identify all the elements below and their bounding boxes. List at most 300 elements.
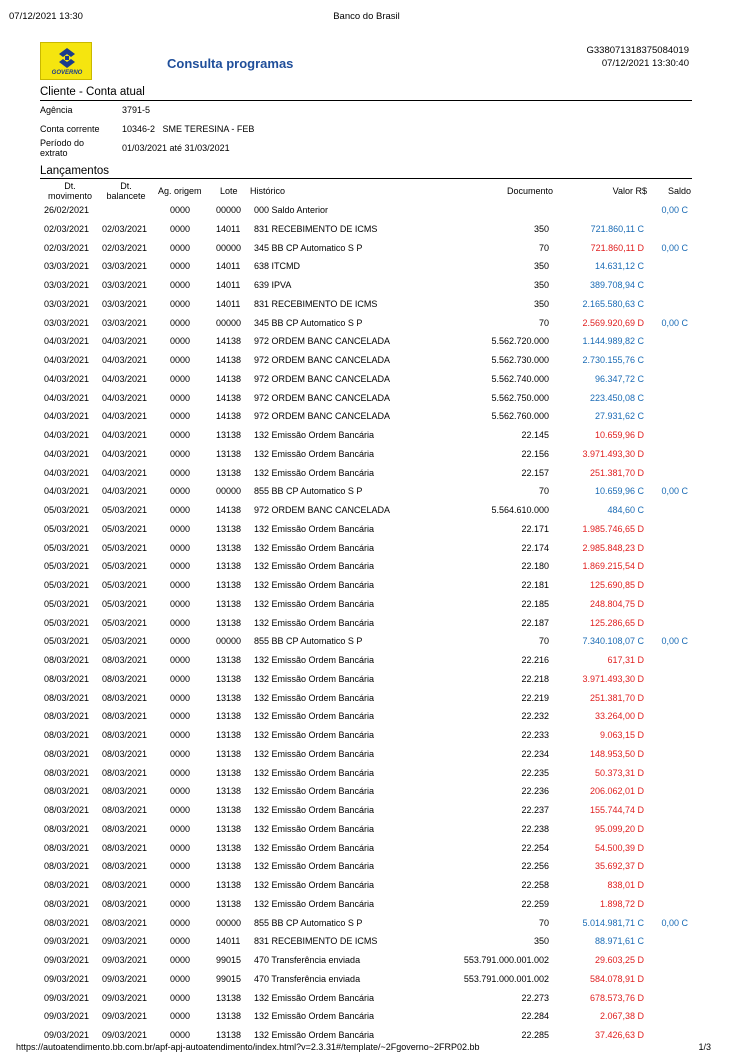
cell-ag-origem: 0000 (170, 242, 191, 253)
cell-ag-origem: 0000 (170, 280, 191, 290)
col-header-dt-balancete-line1: Dt. (120, 181, 132, 191)
cell-lote: 13138 (216, 448, 242, 459)
cell-dt-balancete: 04/03/2021 (102, 467, 148, 478)
cell-dt-movimento: 05/03/2021 (44, 523, 90, 534)
table-row (0, 990, 733, 1009)
document-code: G338071318375084019 (586, 45, 689, 56)
cell-documento: 553.791.000.001.002 (463, 973, 549, 984)
cell-valor: 27.931,62 C (594, 411, 644, 422)
cell-historico: 132 Emissão Ordem Bancária (254, 805, 375, 815)
cell-lote: 13138 (216, 767, 242, 778)
cell-lote: 13138 (216, 430, 242, 440)
cell-lote: 13138 (216, 580, 242, 590)
cell-dt-balancete: 04/03/2021 (102, 355, 148, 365)
cell-documento: 553.791.000.001.002 (463, 955, 549, 965)
cell-historico: 132 Emissão Ordem Bancária (254, 1030, 375, 1040)
cell-documento: 22.236 (521, 786, 549, 797)
agencia-value: 3791-5 (122, 105, 151, 115)
cell-historico: 132 Emissão Ordem Bancária (254, 1011, 375, 1022)
cell-historico: 855 BB CP Automatico S P (254, 917, 363, 928)
cell-dt-balancete: 05/03/2021 (102, 542, 148, 553)
cell-dt-balancete: 08/03/2021 (102, 673, 148, 684)
cell-valor: 37.426,63 D (594, 1030, 644, 1040)
cell-dt-balancete: 09/03/2021 (102, 992, 148, 1003)
cell-dt-balancete: 08/03/2021 (102, 786, 148, 797)
cell-lote: 00000 (216, 917, 242, 928)
cell-valor: 7.340.108,07 C (582, 636, 644, 647)
cell-dt-balancete: 09/03/2021 (102, 936, 148, 947)
cell-lote: 14011 (216, 936, 241, 947)
cell-dt-balancete: 04/03/2021 (102, 392, 148, 403)
cell-lote: 14138 (216, 373, 242, 384)
periodo-value: 01/03/2021 até 31/03/2021 (122, 143, 230, 153)
table-row (0, 708, 733, 727)
table-row (0, 652, 733, 671)
cell-lote: 14138 (216, 392, 242, 403)
cell-dt-movimento: 08/03/2021 (44, 805, 90, 815)
cell-valor: 148.953,50 D (589, 748, 644, 759)
cell-lote: 14011 (216, 298, 241, 309)
cell-dt-balancete: 04/03/2021 (102, 411, 148, 422)
cell-lote: 13138 (216, 673, 242, 684)
cell-lote: 13138 (216, 861, 242, 872)
cell-historico: 972 ORDEM BANC CANCELADA (254, 355, 391, 365)
cell-dt-movimento: 04/03/2021 (44, 486, 90, 497)
cell-documento: 22.156 (521, 448, 549, 459)
cell-dt-balancete: 05/03/2021 (102, 636, 148, 647)
cell-historico: 470 Transferência enviada (254, 973, 361, 984)
cell-historico: 972 ORDEM BANC CANCELADA (254, 336, 391, 347)
cell-dt-movimento: 05/03/2021 (44, 598, 90, 609)
cell-lote: 00000 (216, 636, 242, 647)
cell-valor: 10.659,96 C (594, 486, 644, 497)
cell-historico: 972 ORDEM BANC CANCELADA (254, 505, 391, 515)
cell-valor: 50.373,31 D (594, 767, 644, 778)
cell-lote: 13138 (216, 617, 242, 628)
cell-ag-origem: 0000 (170, 955, 191, 965)
cell-historico: 132 Emissão Ordem Bancária (254, 673, 375, 684)
cell-ag-origem: 0000 (170, 561, 191, 572)
cell-documento: 22.237 (521, 805, 549, 815)
cell-historico: 132 Emissão Ordem Bancária (254, 430, 375, 440)
table-row (0, 615, 733, 634)
cell-dt-movimento: 04/03/2021 (44, 373, 90, 384)
cell-valor: 54.500,39 D (594, 842, 644, 853)
cell-historico: 972 ORDEM BANC CANCELADA (254, 392, 391, 403)
cell-ag-origem: 0000 (170, 767, 191, 778)
cell-dt-balancete: 04/03/2021 (102, 448, 148, 459)
cell-dt-movimento: 02/03/2021 (44, 223, 90, 234)
cell-valor: 2.985.848,23 D (582, 542, 644, 553)
section-divider (40, 100, 692, 101)
document-timestamp: 07/12/2021 13:30:40 (601, 58, 689, 69)
cell-lote: 13138 (216, 880, 242, 890)
conta-value: 10346-2 SME TERESINA - FEB (122, 124, 255, 134)
cell-dt-movimento: 09/03/2021 (44, 1011, 90, 1022)
cell-dt-balancete: 03/03/2021 (102, 317, 148, 328)
table-row (0, 540, 733, 559)
cell-lote: 13138 (216, 561, 242, 572)
cell-ag-origem: 0000 (170, 748, 191, 759)
table-row (0, 840, 733, 859)
cell-valor: 251.381,70 D (589, 467, 644, 478)
cell-dt-balancete: 05/03/2021 (102, 617, 148, 628)
cell-dt-movimento: 08/03/2021 (44, 767, 90, 778)
table-row (0, 858, 733, 877)
cell-dt-balancete: 08/03/2021 (102, 880, 148, 890)
cell-ag-origem: 0000 (170, 336, 191, 347)
cell-historico: 972 ORDEM BANC CANCELADA (254, 373, 391, 384)
cell-dt-balancete: 08/03/2021 (102, 917, 148, 928)
cell-lote: 13138 (216, 692, 242, 703)
cell-dt-balancete: 09/03/2021 (102, 1030, 148, 1040)
table-row (0, 427, 733, 446)
table-row (0, 727, 733, 746)
cell-documento: 70 (538, 486, 549, 497)
col-header-dt-movimento-line2: movimento (47, 191, 92, 201)
cell-dt-movimento: 05/03/2021 (44, 617, 90, 628)
cell-documento: 22.258 (521, 880, 549, 890)
cell-valor: 251.381,70 D (589, 692, 644, 703)
table-row (0, 633, 733, 652)
cell-dt-balancete: 08/03/2021 (102, 655, 148, 665)
cell-historico: 831 RECEBIMENTO DE ICMS (254, 298, 378, 309)
table-row (0, 465, 733, 484)
table-row (0, 315, 733, 334)
cell-ag-origem: 0000 (170, 542, 191, 553)
cell-dt-movimento: 05/03/2021 (44, 580, 90, 590)
cell-saldo: 0,00 C (661, 317, 688, 328)
cell-historico: 132 Emissão Ordem Bancária (254, 880, 375, 890)
cell-lote: 13138 (216, 467, 242, 478)
cell-lote: 14138 (216, 505, 242, 515)
cell-ag-origem: 0000 (170, 805, 191, 815)
table-row (0, 952, 733, 971)
cell-ag-origem: 0000 (170, 880, 191, 890)
cell-documento: 350 (533, 223, 549, 234)
cell-documento: 350 (533, 298, 549, 309)
page-number: 1/3 (698, 1042, 711, 1052)
lancamentos-table (0, 202, 733, 1046)
cell-ag-origem: 0000 (170, 898, 191, 909)
cell-historico: 132 Emissão Ordem Bancária (254, 467, 375, 478)
cell-dt-balancete: 08/03/2021 (102, 692, 148, 703)
cell-historico: 132 Emissão Ordem Bancária (254, 767, 375, 778)
table-row (0, 971, 733, 990)
cell-historico: 132 Emissão Ordem Bancária (254, 730, 375, 740)
page-title: Consulta programas (167, 56, 294, 71)
cell-dt-movimento: 08/03/2021 (44, 748, 90, 759)
cell-historico: 132 Emissão Ordem Bancária (254, 542, 375, 553)
cell-dt-movimento: 08/03/2021 (44, 673, 90, 684)
footer-url: https://autoatendimento.bb.com.br/apf-apj-autoatendimento/index.html?v=2.3.31#/template/~2Fgoverno~2FRP02.bb (16, 1042, 480, 1052)
periodo-label-line1: Período do (40, 138, 85, 148)
cell-documento: 5.562.760.000 (491, 411, 549, 422)
cell-lote: 13138 (216, 598, 242, 609)
cell-ag-origem: 0000 (170, 1011, 191, 1022)
cell-documento: 22.238 (521, 823, 549, 834)
cell-dt-movimento: 09/03/2021 (44, 955, 90, 965)
cell-ag-origem: 0000 (170, 917, 191, 928)
cell-saldo: 0,00 C (661, 486, 688, 497)
cell-valor: 2.067,38 D (599, 1011, 644, 1022)
cell-ag-origem: 0000 (170, 392, 191, 403)
cell-ag-origem: 0000 (170, 711, 191, 722)
cell-saldo: 0,00 C (661, 205, 688, 215)
cell-valor: 96.347,72 C (594, 373, 644, 384)
cell-dt-balancete: 08/03/2021 (102, 898, 148, 909)
cell-historico: 132 Emissão Ordem Bancária (254, 711, 375, 722)
cell-documento: 22.285 (521, 1030, 549, 1040)
bb-governo-logo (40, 42, 92, 80)
table-row (0, 333, 733, 352)
cell-documento: 70 (538, 317, 549, 328)
cell-dt-balancete: 08/03/2021 (102, 805, 148, 815)
cell-documento: 5.562.730.000 (491, 355, 549, 365)
table-row (0, 783, 733, 802)
cell-documento: 22.174 (521, 542, 549, 553)
cell-valor: 155.744,74 D (589, 805, 644, 815)
cell-lote: 00000 (216, 205, 242, 215)
cell-dt-balancete: 09/03/2021 (102, 1011, 148, 1022)
cell-documento: 70 (538, 242, 549, 253)
col-header-valor: Valor R$ (612, 186, 647, 196)
cell-historico: 345 BB CP Automatico S P (254, 242, 363, 253)
cell-dt-balancete: 08/03/2021 (102, 767, 148, 778)
cell-lote: 13138 (216, 805, 242, 815)
col-header-historico: Histórico (250, 186, 286, 196)
table-row (0, 821, 733, 840)
cell-documento: 22.256 (521, 861, 549, 872)
cell-dt-movimento: 09/03/2021 (44, 992, 90, 1003)
cell-valor: 2.165.580,63 C (582, 298, 644, 309)
cell-dt-movimento: 05/03/2021 (44, 505, 90, 515)
cell-documento: 22.157 (521, 467, 549, 478)
cell-dt-movimento: 08/03/2021 (44, 898, 90, 909)
cell-ag-origem: 0000 (170, 861, 191, 872)
table-row (0, 352, 733, 371)
lancamentos-title: Lançamentos (40, 165, 110, 177)
cell-dt-balancete: 08/03/2021 (102, 823, 148, 834)
cell-historico: 132 Emissão Ordem Bancária (254, 617, 375, 628)
table-row (0, 690, 733, 709)
cell-valor: 29.603,25 D (594, 955, 644, 965)
cell-documento: 22.232 (521, 711, 549, 722)
cell-dt-movimento: 04/03/2021 (44, 355, 90, 365)
cell-dt-movimento: 08/03/2021 (44, 692, 90, 703)
col-header-documento: Documento (506, 186, 553, 196)
cell-valor: 9.063,15 D (599, 730, 644, 740)
table-row (0, 577, 733, 596)
client-section-title: Cliente - Conta atual (40, 86, 145, 98)
cell-dt-movimento: 04/03/2021 (44, 392, 90, 403)
cell-lote: 13138 (216, 730, 242, 740)
cell-dt-movimento: 02/03/2021 (44, 242, 90, 253)
cell-documento: 22.234 (521, 748, 549, 759)
cell-documento: 22.171 (521, 523, 549, 534)
cell-lote: 14011 (216, 223, 241, 234)
cell-ag-origem: 0000 (170, 842, 191, 853)
cell-documento: 5.562.740.000 (491, 373, 549, 384)
cell-ag-origem: 0000 (170, 467, 191, 478)
cell-dt-movimento: 05/03/2021 (44, 636, 90, 647)
cell-valor: 1.144.989,82 C (582, 336, 644, 347)
table-row (0, 558, 733, 577)
table-row (0, 371, 733, 390)
cell-documento: 22.180 (521, 561, 549, 572)
cell-ag-origem: 0000 (170, 298, 191, 309)
logo-text: GOVERNO (51, 70, 83, 76)
cell-dt-movimento: 09/03/2021 (44, 1030, 90, 1040)
cell-historico: 470 Transferência enviada (254, 955, 361, 965)
cell-valor: 1.985.746,65 D (582, 523, 644, 534)
table-row (0, 802, 733, 821)
col-header-dt-balancete (102, 181, 150, 201)
lancamentos-divider (40, 178, 692, 179)
cell-valor: 95.099,20 D (594, 823, 644, 834)
cell-ag-origem: 0000 (170, 973, 191, 984)
cell-valor: 484,60 C (607, 505, 644, 515)
cell-lote: 13138 (216, 1011, 242, 1022)
cell-ag-origem: 0000 (170, 617, 191, 628)
cell-dt-balancete: 08/03/2021 (102, 711, 148, 722)
table-row (0, 915, 733, 934)
cell-documento: 22.284 (521, 1011, 549, 1022)
cell-historico: 345 BB CP Automatico S P (254, 317, 363, 328)
cell-ag-origem: 0000 (170, 598, 191, 609)
table-row (0, 933, 733, 952)
cell-valor: 88.971,61 C (594, 936, 644, 947)
cell-dt-movimento: 03/03/2021 (44, 298, 90, 309)
table-row (0, 671, 733, 690)
cell-saldo: 0,00 C (661, 636, 688, 647)
cell-documento: 22.216 (521, 655, 549, 665)
cell-valor: 721.860,11 C (590, 223, 644, 234)
cell-documento: 22.185 (521, 598, 549, 609)
table-row (0, 390, 733, 409)
table-row (0, 240, 733, 259)
cell-valor: 14.631,12 C (594, 261, 644, 272)
cell-historico: 132 Emissão Ordem Bancária (254, 823, 375, 834)
cell-dt-movimento: 04/03/2021 (44, 448, 90, 459)
cell-ag-origem: 0000 (170, 992, 191, 1003)
cell-dt-balancete: 02/03/2021 (102, 242, 148, 253)
table-row (0, 277, 733, 296)
cell-ag-origem: 0000 (170, 223, 191, 234)
table-row (0, 877, 733, 896)
cell-dt-movimento: 04/03/2021 (44, 336, 90, 347)
cell-ag-origem: 0000 (170, 673, 191, 684)
cell-historico: 638 ITCMD (254, 261, 301, 272)
bb-logo-icon (55, 47, 79, 69)
cell-dt-balancete: 09/03/2021 (102, 955, 148, 965)
cell-historico: 132 Emissão Ordem Bancária (254, 786, 375, 797)
cell-lote: 14011 (216, 261, 241, 272)
cell-documento: 22.233 (521, 730, 549, 740)
cell-documento: 22.259 (521, 898, 549, 909)
cell-ag-origem: 0000 (170, 786, 191, 797)
cell-historico: 132 Emissão Ordem Bancária (254, 842, 375, 853)
cell-ag-origem: 0000 (170, 505, 191, 515)
table-row (0, 221, 733, 240)
cell-ag-origem: 0000 (170, 655, 191, 665)
cell-historico: 831 RECEBIMENTO DE ICMS (254, 936, 378, 947)
periodo-label (40, 138, 84, 158)
cell-documento: 70 (538, 917, 549, 928)
table-row (0, 596, 733, 615)
cell-ag-origem: 0000 (170, 205, 191, 215)
cell-dt-balancete: 08/03/2021 (102, 842, 148, 853)
cell-lote: 00000 (216, 486, 242, 497)
cell-valor: 125.690,85 D (589, 580, 644, 590)
cell-lote: 14138 (216, 355, 242, 365)
cell-lote: 00000 (216, 317, 242, 328)
agencia-label: Agência (40, 105, 73, 115)
cell-dt-movimento: 08/03/2021 (44, 880, 90, 890)
cell-documento: 22.218 (521, 673, 549, 684)
cell-valor: 1.869.215,54 D (582, 561, 644, 572)
cell-dt-balancete: 08/03/2021 (102, 730, 148, 740)
cell-historico: 132 Emissão Ordem Bancária (254, 448, 375, 459)
cell-historico: 132 Emissão Ordem Bancária (254, 523, 375, 534)
table-row (0, 521, 733, 540)
cell-lote: 13138 (216, 748, 242, 759)
cell-documento: 5.562.720.000 (491, 336, 549, 347)
cell-valor: 35.692,37 D (594, 861, 644, 872)
cell-lote: 13138 (216, 1030, 242, 1040)
cell-dt-balancete: 08/03/2021 (102, 861, 148, 872)
cell-ag-origem: 0000 (170, 692, 191, 703)
table-row (0, 202, 733, 221)
cell-lote: 13138 (216, 992, 242, 1003)
cell-valor: 617,31 D (607, 655, 644, 665)
cell-ag-origem: 0000 (170, 373, 191, 384)
cell-dt-movimento: 05/03/2021 (44, 561, 90, 572)
cell-dt-balancete: 04/03/2021 (102, 336, 148, 347)
cell-dt-movimento: 26/02/2021 (44, 205, 90, 215)
cell-valor: 2.569.920,69 D (582, 317, 644, 328)
cell-dt-movimento: 09/03/2021 (44, 936, 90, 947)
cell-valor: 10.659,96 D (594, 430, 644, 440)
cell-historico: 132 Emissão Ordem Bancária (254, 580, 375, 590)
cell-lote: 13138 (216, 542, 242, 553)
cell-historico: 132 Emissão Ordem Bancária (254, 748, 375, 759)
cell-lote: 14138 (216, 411, 242, 422)
cell-historico: 132 Emissão Ordem Bancária (254, 692, 375, 703)
cell-lote: 13138 (216, 655, 242, 665)
cell-saldo: 0,00 C (661, 917, 688, 928)
cell-historico: 132 Emissão Ordem Bancária (254, 598, 375, 609)
cell-valor: 5.014.981,71 C (582, 917, 644, 928)
cell-ag-origem: 0000 (170, 823, 191, 834)
cell-valor: 248.804,75 D (589, 598, 644, 609)
table-row (0, 408, 733, 427)
cell-dt-movimento: 08/03/2021 (44, 786, 90, 797)
cell-lote: 99015 (216, 955, 242, 965)
table-row (0, 258, 733, 277)
cell-documento: 22.181 (521, 580, 549, 590)
cell-historico: 132 Emissão Ordem Bancária (254, 992, 375, 1003)
cell-dt-movimento: 08/03/2021 (44, 842, 90, 853)
cell-historico: 855 BB CP Automatico S P (254, 486, 363, 497)
cell-dt-movimento: 04/03/2021 (44, 430, 90, 440)
cell-ag-origem: 0000 (170, 355, 191, 365)
cell-historico: 132 Emissão Ordem Bancária (254, 898, 375, 909)
cell-documento: 350 (533, 261, 549, 272)
cell-documento: 70 (538, 636, 549, 647)
cell-lote: 14138 (216, 336, 242, 347)
cell-lote: 99015 (216, 973, 242, 984)
